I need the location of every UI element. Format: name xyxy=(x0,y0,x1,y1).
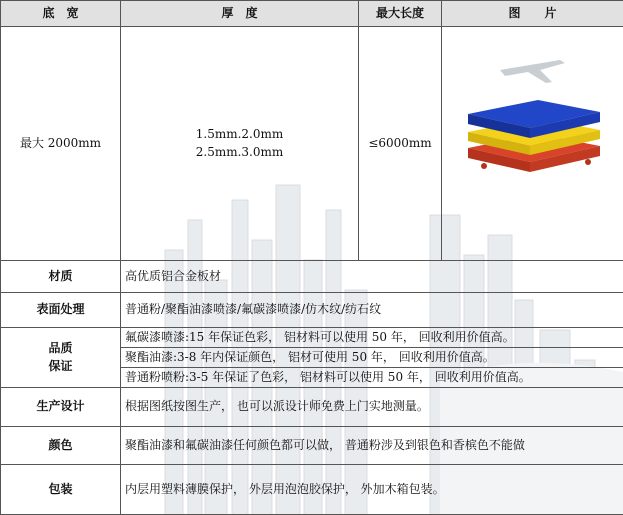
thickness-line-2: 2.5mm.3.0mm xyxy=(195,144,284,159)
max-length-value: ≤6000mm xyxy=(359,27,442,261)
header-picture: 图 片 xyxy=(442,1,623,27)
quality-label-line-1: 品质 xyxy=(48,341,73,356)
header-max-length: 最大长度 xyxy=(359,1,442,27)
width-value: 最大 2000mm xyxy=(1,27,121,261)
surface-label: 表面处理 xyxy=(1,293,121,328)
aluminum-panels-image xyxy=(458,96,608,186)
header-row xyxy=(1,1,623,27)
surface-value: 普通粉/聚酯油漆喷漆/氟碳漆喷漆/仿木纹/纺石纹 xyxy=(121,293,623,328)
header-width: 底 宽 xyxy=(1,1,121,27)
packing-value: 内层用塑料薄膜保护， 外层用泡泡胶保护， 外加木箱包装。 xyxy=(121,464,623,514)
color-value: 聚酯油漆和氟碳油漆任何颜色都可以做， 普通粉涉及到银色和香槟色不能做 xyxy=(121,426,623,464)
material-value: 高优质铝合金板材 xyxy=(121,261,623,293)
material-label: 材质 xyxy=(1,261,121,293)
thickness-cell xyxy=(121,27,359,261)
surface-row xyxy=(1,293,623,328)
packing-row xyxy=(1,464,623,514)
design-row xyxy=(1,388,623,426)
quality-line-polyester: 聚酯油漆:3-8 年内保证颜色， 铝材可使用 50 年， 回收利用价值高。 xyxy=(121,348,623,368)
thickness-line-1: 1.5mm.2.0mm xyxy=(195,127,284,142)
color-label: 颜色 xyxy=(1,426,121,464)
design-value: 根据图纸按图生产， 也可以派设计师免费上门实地测量。 xyxy=(121,388,623,426)
quality-line-fluorocarbon: 氟碳漆喷漆:15 年保证色彩， 铝材料可以使用 50 年， 回收利用价值高。 xyxy=(121,328,623,348)
quality-label-line-2: 保证 xyxy=(48,358,73,373)
material-row xyxy=(1,261,623,293)
packing-label: 包装 xyxy=(1,464,121,514)
product-picture-cell xyxy=(442,27,623,261)
header-thickness: 厚 度 xyxy=(121,1,359,27)
quality-line-powder: 普通粉喷粉:3-5 年保证了色彩， 铝材料可以使用 50 年， 回收利用价值高。 xyxy=(121,368,623,388)
quality-row-1 xyxy=(1,328,623,348)
main-spec-row xyxy=(1,27,623,261)
color-row xyxy=(1,426,623,464)
design-label: 生产设计 xyxy=(1,388,121,426)
quality-label xyxy=(1,328,121,388)
